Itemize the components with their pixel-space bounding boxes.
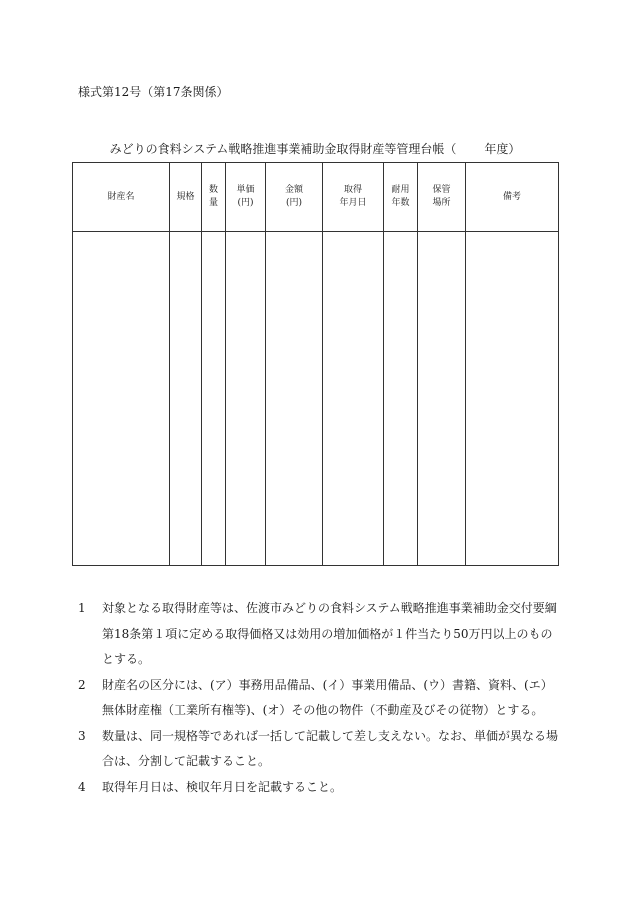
note-item (78, 673, 558, 724)
header-useful-life (384, 163, 418, 232)
header-asset-name (73, 163, 170, 232)
form-number: 様式第12号（第17条関係） (78, 85, 229, 99)
header-line: 金額 (284, 185, 303, 195)
header-acquisition-date (323, 163, 384, 232)
entry-cell-storage-location[interactable] (418, 232, 466, 566)
note-number: 3 (78, 728, 86, 743)
header-storage-location (418, 163, 466, 232)
entry-cell-quantity[interactable] (202, 232, 226, 566)
title-main: みどりの食料システム戦略推進事業補助金取得財産等管理台帳（ (109, 142, 457, 156)
note-number: 1 (78, 601, 86, 615)
document-title (0, 140, 630, 157)
table-header-row (73, 163, 559, 232)
header-line: 年数 (391, 198, 410, 208)
header-spec (170, 163, 202, 232)
notes-section (78, 596, 558, 800)
note-item (78, 775, 558, 801)
header-unit-price (226, 163, 266, 232)
table-row (73, 232, 559, 566)
note-text: 数量は、同一規格等であれば一括して記載して差し支えない。なお、単価が異なる場合は、分割して記載すること。 (102, 728, 559, 768)
header-line: 保管 (432, 185, 451, 195)
note-item (78, 596, 558, 673)
asset-ledger-table (72, 162, 559, 566)
header-line: 単価 (236, 185, 255, 195)
note-number: 2 (78, 677, 86, 692)
entry-cell-spec[interactable] (170, 232, 202, 566)
entry-cell-amount[interactable] (266, 232, 323, 566)
entry-cell-remarks[interactable] (466, 232, 559, 566)
header-line: 規格 (176, 191, 195, 202)
header-line: 数 (208, 185, 218, 195)
header-line: 財産名 (107, 191, 135, 202)
header-amount (266, 163, 323, 232)
entry-cell-asset-name[interactable] (73, 232, 170, 566)
entry-cell-acquisition-date[interactable] (323, 232, 384, 566)
header-line: 量 (208, 198, 218, 208)
header-line: 場所 (432, 198, 451, 208)
header-line: 備考 (502, 191, 521, 202)
header-line: 取得 (343, 185, 362, 195)
header-line: 年月日 (339, 198, 367, 208)
note-text: 対象となる取得財産等は、佐渡市みどりの食料システム戦略推進事業補助金交付要綱第18条第１項に定める取得価格又は効用の増加価格が１件当たり50万円以上のものとする。 (102, 601, 557, 666)
title-suffix: 年度） (484, 142, 521, 156)
note-item (78, 724, 558, 775)
note-text: 取得年月日は、検収年月日を記載すること。 (102, 779, 343, 794)
header-line: (円) (237, 198, 254, 208)
note-number: 4 (78, 779, 86, 794)
note-text: 財産名の区分には、(ア）事務用品備品、(イ）事業用備品、(ウ）書籍、資料、(エ）無体財産権（工業所有権等)、(オ）その他の物件（不動産及びその従物）とする。 (102, 677, 553, 717)
entry-cell-useful-life[interactable] (384, 232, 418, 566)
header-line: 耐用 (391, 185, 410, 195)
header-quantity (202, 163, 226, 232)
header-line: (円) (285, 198, 303, 208)
entry-cell-unit-price[interactable] (226, 232, 266, 566)
header-remarks (466, 163, 559, 232)
